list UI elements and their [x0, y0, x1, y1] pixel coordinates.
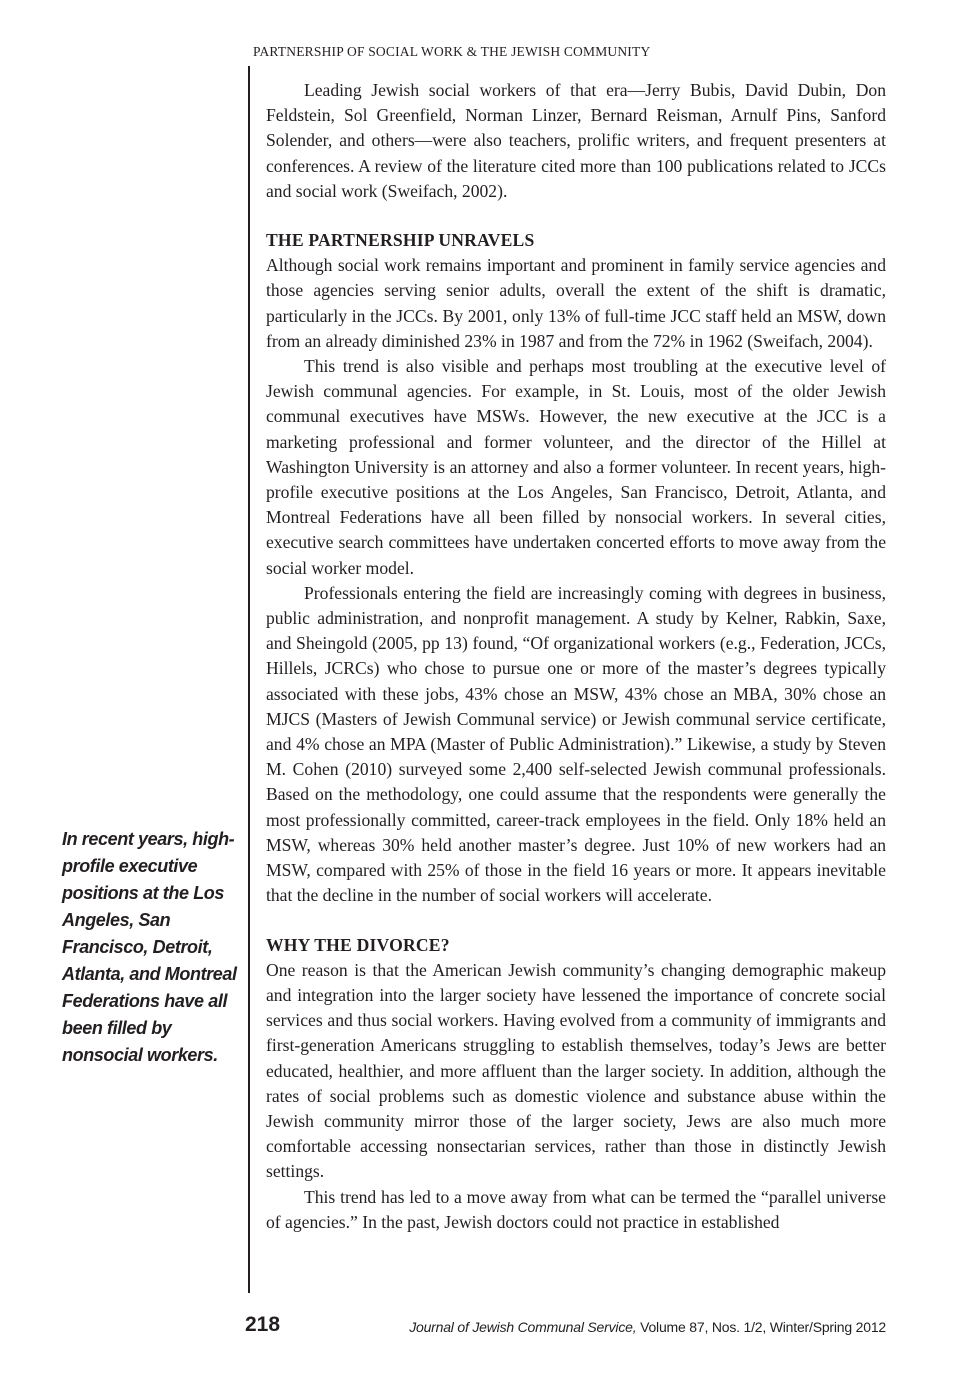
section-heading-partnership-unravels: THE PARTNERSHIP UNRAVELS	[266, 230, 535, 251]
main-column	[266, 78, 886, 1235]
section1-paragraph-2: This trend is also visible and perhaps most troubling at the executive level of Jewish communal agencies. For example, in St. Louis, most of the older Jewish communal executives have MSWs. However, the new executive at the JCC is a marketing professional and former volunteer, and the director of the Hillel at Washington University is an attorney and also a former volunteer. In recent years, high-profile executive positions at the Los Angeles, San Francisco, Detroit, Atlanta, and Montreal Federations have all been filled by nonsocial workers. In several cities, executive search committees have undertaken concerted efforts to move away from the social worker model.	[266, 356, 886, 578]
journal-citation	[409, 1319, 886, 1335]
journal-title: Journal of Jewish Communal Service,	[409, 1319, 637, 1335]
section-heading-why-the-divorce: WHY THE DIVORCE?	[266, 934, 450, 955]
vertical-rule	[248, 66, 250, 1293]
section2-paragraph-1: One reason is that the American Jewish community’s changing demographic makeup and integration into the larger society have lessened the importance of concrete social services and thus social workers. Having evolved from a community of immigrants and first-generation Americans struggling to establish themselves, today’s Jews are better educated, healthier, and more affluent than the larger society. In addition, although the rates of social problems such as domestic violence and substance abuse within the Jewish community mirror those of the larger society, Jews are also much more comfortable accessing nonsectarian services, rather than those in distinctly Jewish settings.	[266, 959, 886, 1182]
section-gap	[266, 909, 886, 933]
running-head: PARTNERSHIP OF SOCIAL WORK & THE JEWISH COMMUNITY	[253, 44, 651, 59]
page-number: 218	[245, 1313, 281, 1336]
journal-issue: Volume 87, Nos. 1/2, Winter/Spring 2012	[636, 1319, 886, 1335]
section2-paragraph-2: This trend has led to a move away from what can be termed the “parallel universe of agencies.” In the past, Jewish doctors could not practice in established	[266, 1186, 886, 1232]
intro-paragraph: Leading Jewish social workers of that era—Jerry Bubis, David Dubin, Don Feldstein, Sol Greenfield, Norman Linzer, Bernard Reisman, Arnulf Pins, Sanford Solender, and others—were also teachers, prolific writers, and frequent presenters at conferences. A review of the literature cited more than 100 publications related to JCCs and social work (Sweifach, 2002).	[266, 80, 886, 201]
section1-paragraph-1: Although social work remains important and prominent in family service agencies and those agencies serving senior adults, overall the extent of the shift is dramatic, particularly in the JCCs. By 2001, only 13% of full-time JCC staff held an MSW, down from an already diminished 23% in 1987 and from the 72% in 1962 (Sweifach, 2004).	[266, 255, 886, 351]
section1-paragraph-3: Professionals entering the field are increasingly coming with degrees in business, public administration, and nonprofit management. A study by Kelner, Rabkin, Saxe, and Sheingold (2005, pp 13) found, “Of organizational workers (e.g., Federation, JCCs, Hillels, JCRCs) who chose to pursue one or more of the master’s degrees typically associated with these jobs, 43% chose an MSW, 43% chose an MBA, 30% chose an MJCS (Masters of Jewish Communal service) or Jewish communal service certificate, and 4% chose an MPA (Master of Public Administration).” Likewise, a study by Steven M. Cohen (2010) surveyed some 2,400 self-selected Jewish communal professionals. Based on the methodology, one could assume that the respondents were generally the most professionally committed, career-track employees in the field. Only 18% held an MSW, whereas 30% held another master’s degree. Just 10% of new workers had an MSW, compared with 25% of those in the field 16 years or more. It appears inevitable that the decline in the number of social workers will accelerate.	[266, 582, 886, 906]
section-gap	[266, 204, 886, 228]
pull-quote: In recent years, high-profile executive positions at the Los Angeles, San Francisco, Detroit, Atlanta, and Montreal Federations have all been filled by nonsocial workers.	[62, 829, 237, 1065]
